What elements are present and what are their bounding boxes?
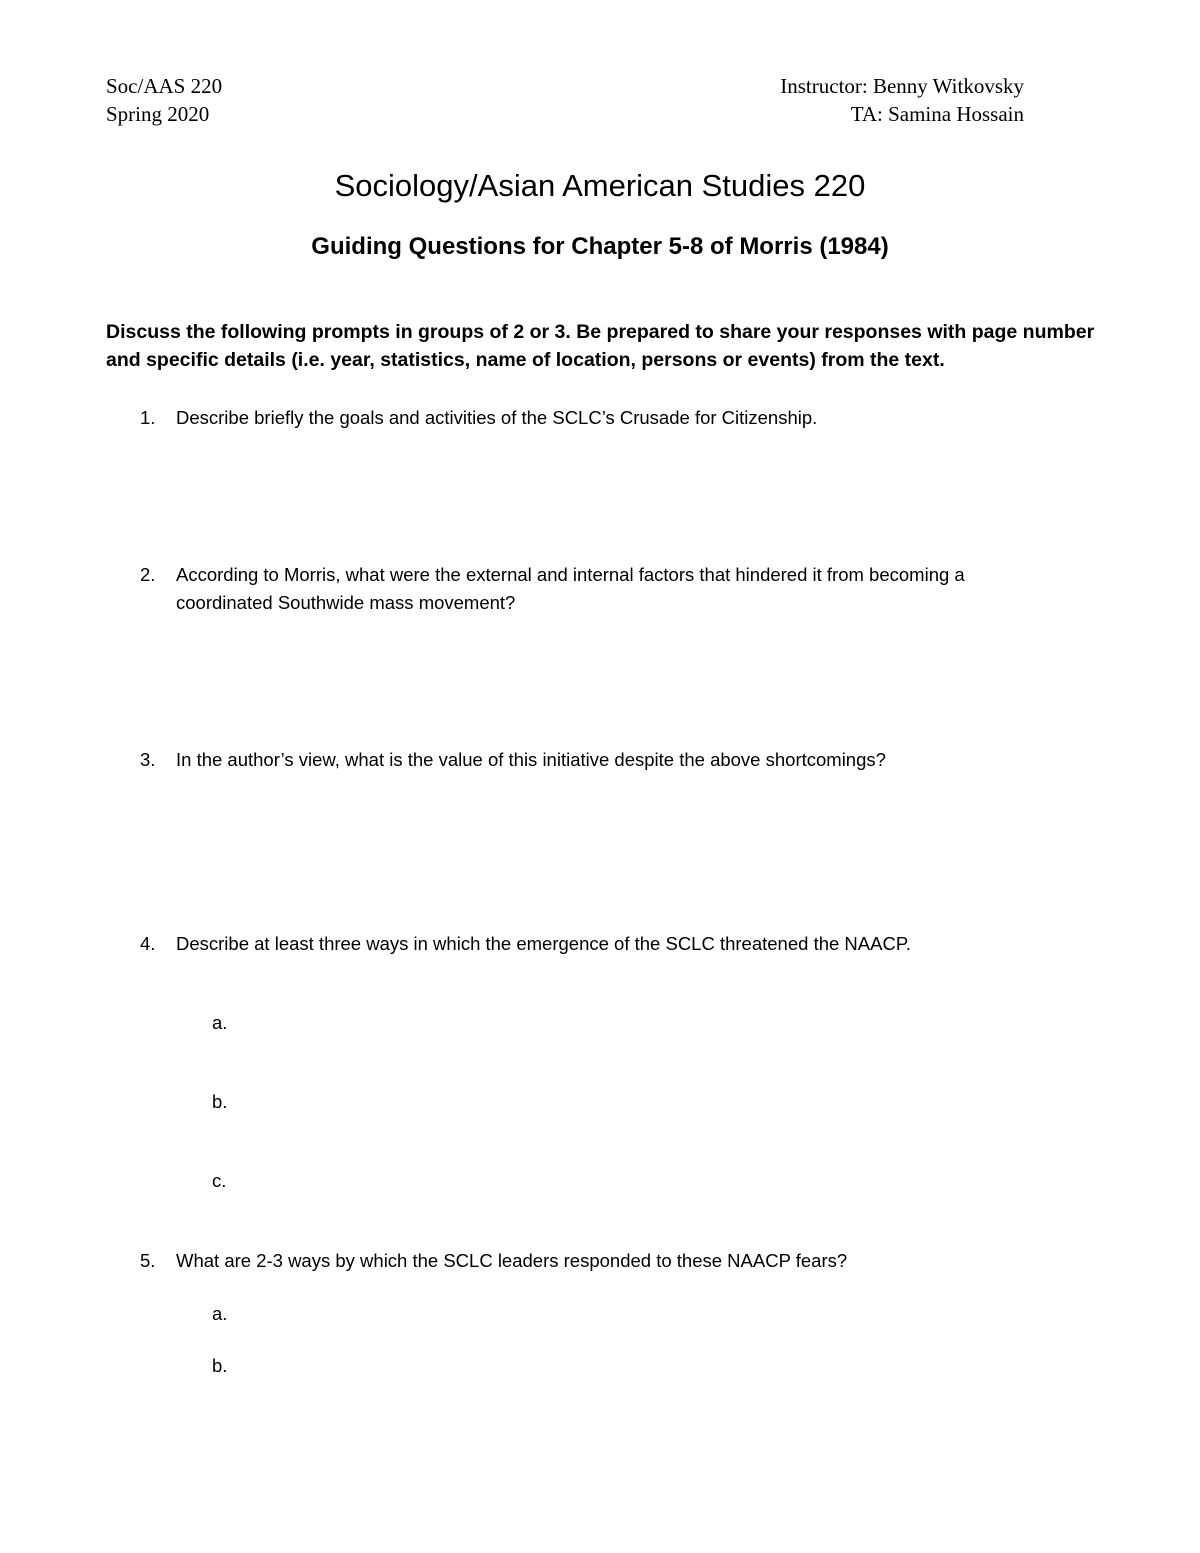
document-subtitle: Guiding Questions for Chapter 5-8 of Morris (1984) <box>311 233 889 260</box>
question-number: 3. <box>140 749 156 770</box>
question-5 <box>140 1247 1060 1275</box>
instructions: Discuss the following prompts in groups of 2 or 3. Be prepared to share your responses with page number and specific details (i.e. year, statistics, name of location, persons or events) from the text. <box>106 321 1095 371</box>
question-4-sub-b: b. <box>212 1091 228 1112</box>
question-3 <box>140 746 1060 774</box>
question-number: 5. <box>140 1250 156 1271</box>
question-2 <box>140 561 1060 617</box>
document-title: Sociology/Asian American Studies 220 <box>334 168 866 203</box>
header-right <box>780 72 1024 128</box>
question-text: What are 2-3 ways by which the SCLC leaders responded to these NAACP fears? <box>176 1250 848 1271</box>
teaching-assistant: TA: Samina Hossain <box>850 102 1024 126</box>
instructor: Instructor: Benny Witkovsky <box>780 74 1024 98</box>
question-number: 4. <box>140 933 156 954</box>
course-code: Soc/AAS 220 <box>106 74 223 98</box>
question-4 <box>140 930 1060 958</box>
question-5-sub-b: b. <box>212 1355 228 1376</box>
question-number: 2. <box>140 564 156 585</box>
question-number: 1. <box>140 407 156 428</box>
question-text: Describe at least three ways in which the emergence of the SCLC threatened the NAACP. <box>176 933 911 954</box>
question-4-sub-a: a. <box>212 1012 228 1033</box>
header-left <box>106 72 222 128</box>
question-4-sub-c: c. <box>212 1170 227 1191</box>
question-text: Describe briefly the goals and activities of the SCLC’s Crusade for Citizenship. <box>176 407 818 428</box>
question-1 <box>140 404 1060 432</box>
question-text: In the author’s view, what is the value of this initiative despite the above shortcomings? <box>176 749 886 770</box>
question-text: According to Morris, what were the external and internal factors that hindered it from becoming a coordinated Southwide mass movement? <box>176 564 965 613</box>
term: Spring 2020 <box>106 102 210 126</box>
question-5-sub-a: a. <box>212 1303 228 1324</box>
